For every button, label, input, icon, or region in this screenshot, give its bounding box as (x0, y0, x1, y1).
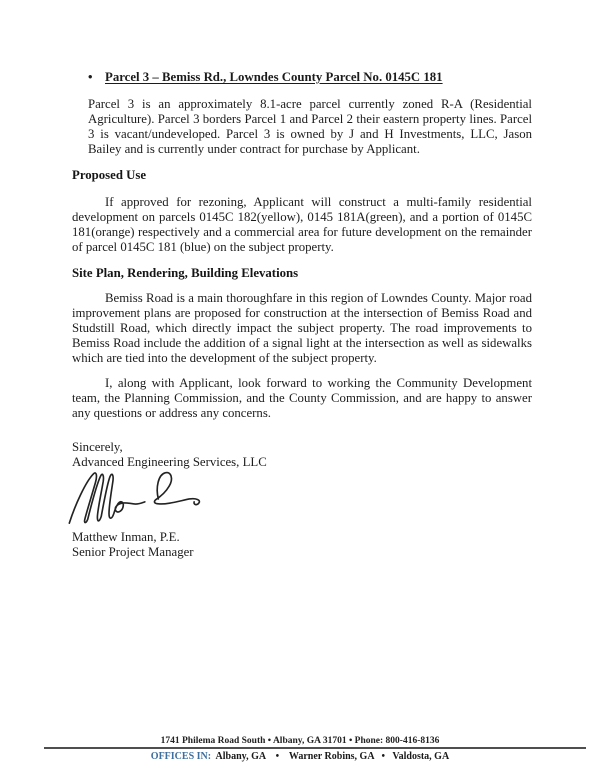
site-plan-paragraph-2: I, along with Applicant, look forward to working the Community Development team, the Planning Commission, and the County Commission, and are happy to answer any questions or address any concerns. (72, 376, 532, 420)
signer-name: Matthew Inman, P.E. (72, 530, 180, 544)
proposed-use-paragraph: If approved for rezoning, Applicant will construct a multi-family residential development on parcels 0145C 182(yellow), 0145 181A(green), and a portion of 0145C 181(orange) respectively and a commercial area for future development on the remainder of parcel 0145C 181 (blue) on the subject property. (72, 195, 532, 254)
site-plan-paragraph-1: Bemiss Road is a main thoroughfare in this region of Lowndes County. Major road improvement plans are proposed for construction at the intersection of Bemiss Road and Studstill Road, which directly impact the subject property. The road improvements to Bemiss Road include the addition of a signal light at the intersection as well as sidewalks which are tied into the development of the subject property. (72, 291, 532, 365)
parcel-3-heading-text: Parcel 3 – Bemiss Rd., Lowndes County Parcel No. 0145C 181 (105, 70, 443, 84)
footer-address-line: 1741 Philema Road South • Albany, GA 31701 • Phone: 800-416-8136 (160, 736, 440, 746)
signature-image (64, 468, 532, 528)
letter-body (72, 64, 532, 560)
parcel-3-bullet-heading (88, 70, 532, 85)
footer-divider-rule (44, 747, 586, 749)
offices-cities: Albany, GA • Warner Robins, GA • Valdosta, GA (215, 751, 450, 762)
handwritten-signature-icon (64, 468, 214, 528)
proposed-use-heading: Proposed Use (72, 168, 147, 182)
signer-title: Senior Project Manager (72, 545, 194, 559)
closing-company: Advanced Engineering Services, LLC (72, 455, 267, 469)
footer (0, 735, 600, 763)
footer-offices-line (0, 750, 600, 763)
site-plan-heading: Site Plan, Rendering, Building Elevations (72, 266, 299, 280)
closing-salutation: Sincerely, (72, 440, 123, 454)
parcel-3-paragraph: Parcel 3 is an approximately 8.1-acre parcel currently zoned R-A (Residential Agriculture). Parcel 3 borders Parcel 1 and Parcel 2 their eastern property lines. Parcel 3 is vacant/undeveloped. Parcel 3 is owned by J and H Investments, LLC, Jason Bailey and is currently under contract for purchase by Applicant. (88, 97, 532, 156)
closing-block (72, 440, 532, 470)
offices-in-label: OFFICES IN: (150, 751, 212, 762)
bullet-icon: • (88, 70, 93, 84)
